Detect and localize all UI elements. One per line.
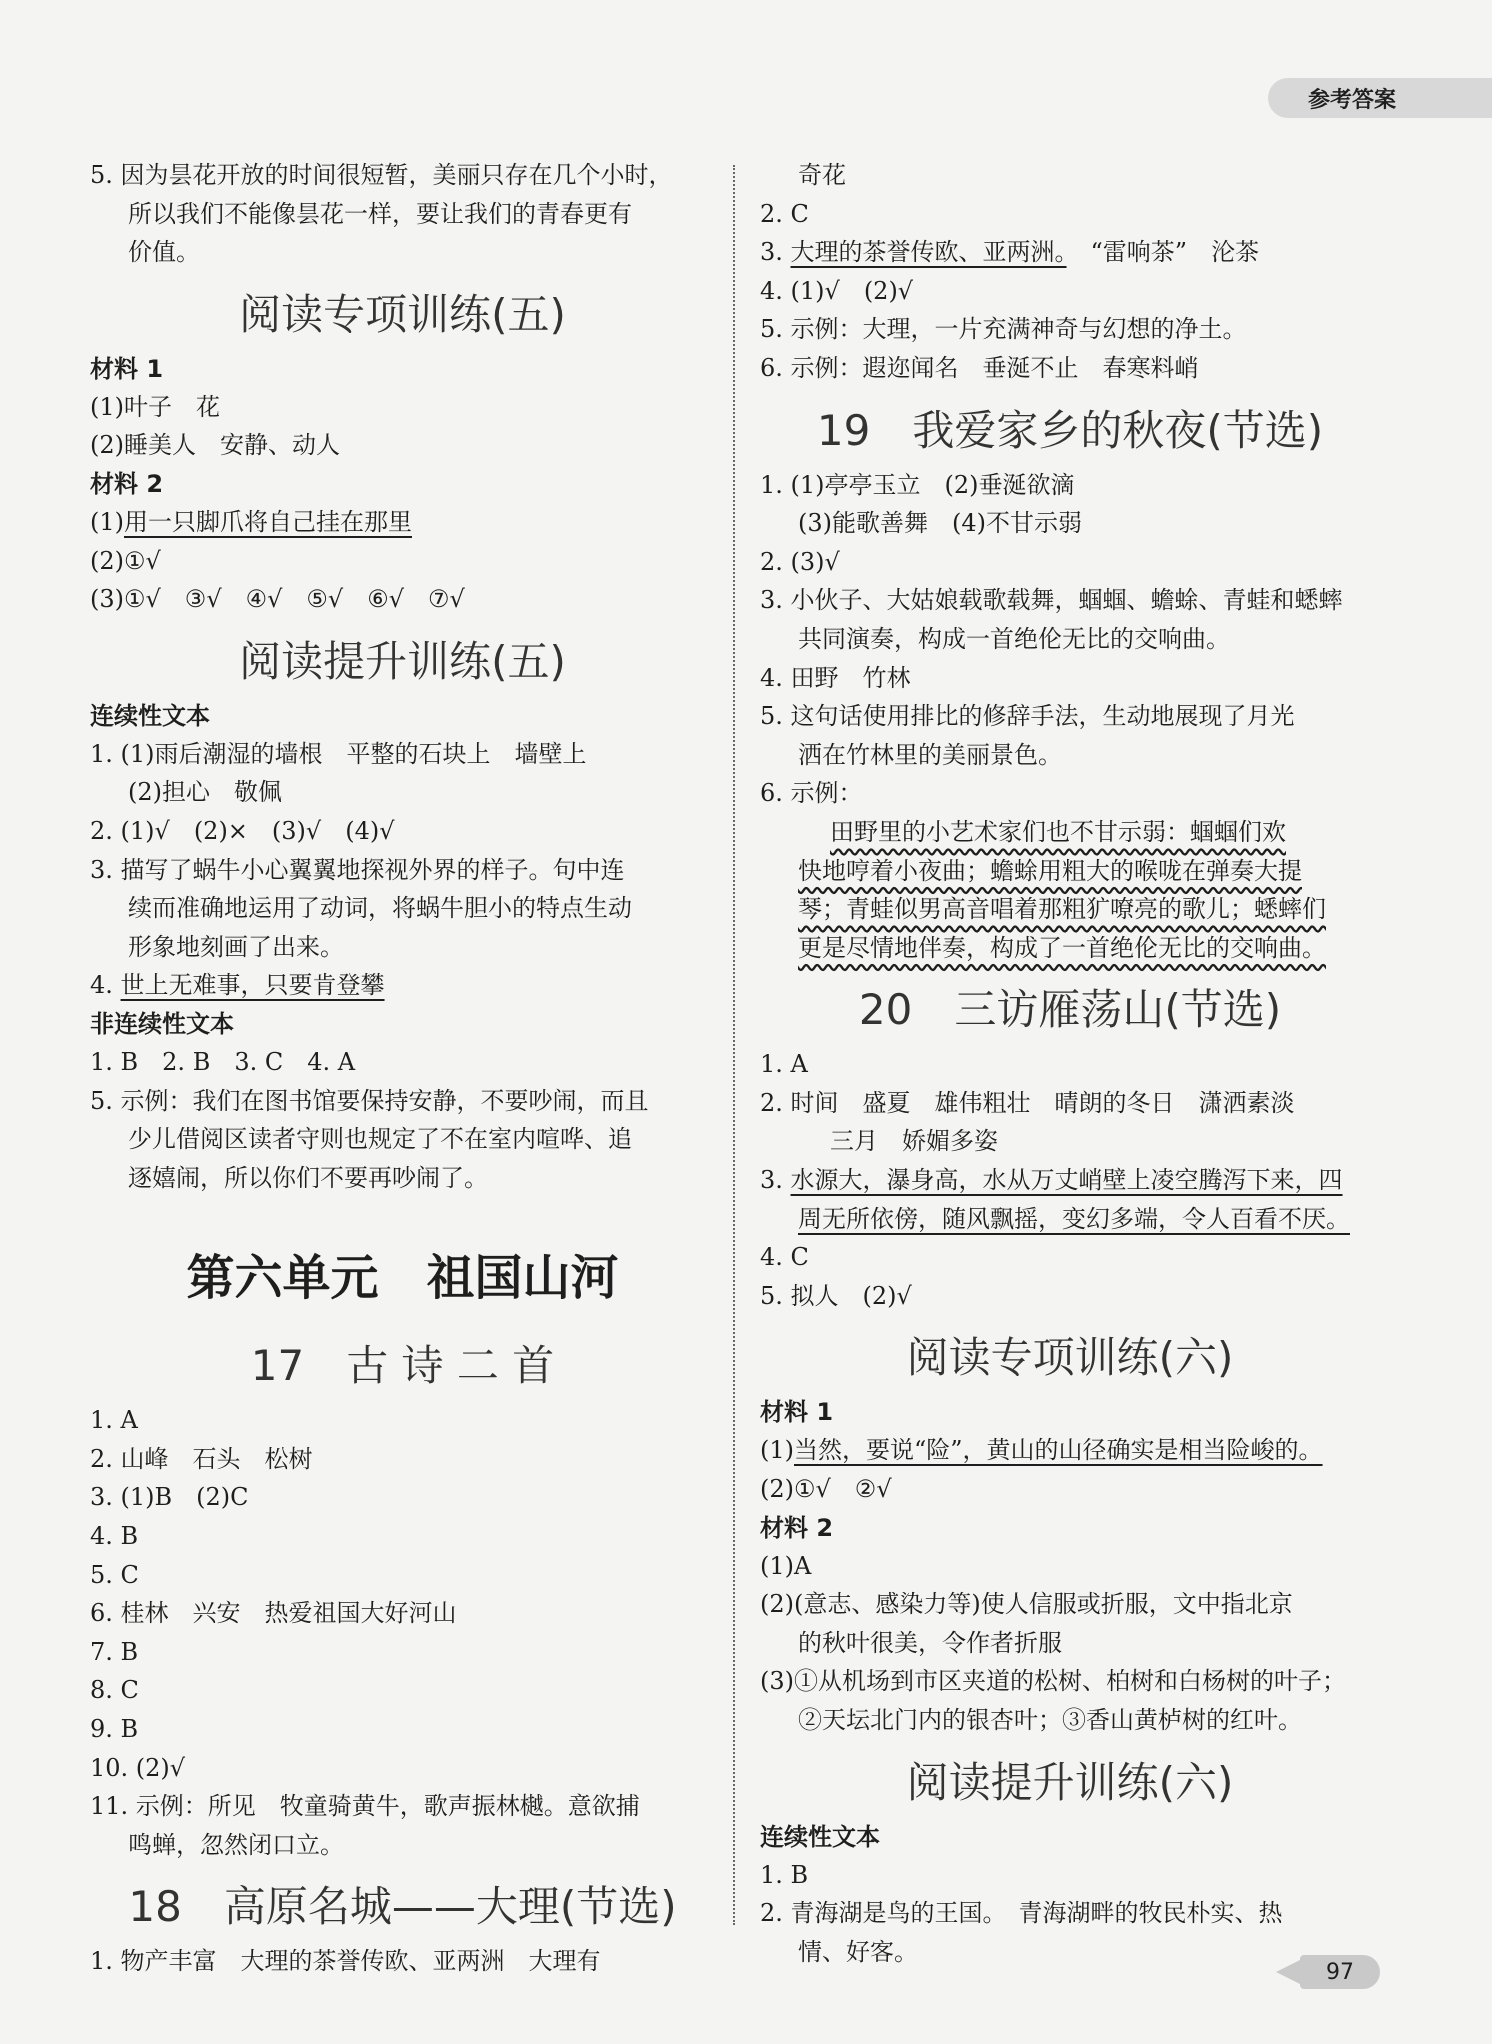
answer-line: [760, 156, 1380, 195]
text-segment: 形象地刻画了出来。: [128, 932, 344, 961]
text-segment: 4. (1)√ (2)√: [760, 276, 914, 305]
answer-line: [760, 1200, 1380, 1239]
section-heading: 20 三访雁荡山(节选): [858, 985, 1282, 1035]
text-segment: 4. 田野 竹林: [760, 663, 911, 692]
answer-line: [90, 773, 715, 812]
text-segment: 2. 山峰 石头 松树: [90, 1444, 313, 1473]
answer-line: [90, 1710, 715, 1749]
text-segment: 3. 描写了蜗牛小心翼翼地探视外界的样子。句中连: [90, 855, 625, 884]
text-segment: (1): [90, 507, 124, 536]
answer-line: [90, 1556, 715, 1595]
text-segment: 1. A: [90, 1406, 138, 1435]
answer-line: [90, 735, 715, 774]
underlined-text: 琴；青蛙似男高音唱着那粗犷嘹亮的歌儿；蟋蟀们: [798, 895, 1326, 924]
answer-line: [760, 504, 1380, 543]
answer-line: [90, 195, 715, 234]
answer-line: [760, 697, 1380, 736]
answer-line: [760, 233, 1380, 272]
text-segment: 奇花: [798, 161, 846, 189]
answer-line: [90, 1826, 715, 1865]
text-segment: 4.: [90, 971, 121, 1000]
text-segment: 7. B: [90, 1637, 139, 1666]
answer-line: [90, 1440, 715, 1479]
text-segment: 8. C: [90, 1676, 139, 1705]
answer-line: [760, 659, 1380, 698]
text-segment: (3)①√ ③√ ④√ ⑤√ ⑥√ ⑦√: [90, 585, 465, 614]
answer-line: [760, 272, 1380, 311]
answer-line: [90, 1671, 715, 1710]
answer-line: [760, 1161, 1380, 1200]
section-tab: 参考答案: [1268, 78, 1492, 118]
text-segment: (2)睡美人 安静、动人: [90, 431, 340, 460]
answer-line: [760, 736, 1380, 775]
section-heading: 17 古 诗 二 首: [250, 1341, 555, 1391]
answer-line: [90, 851, 715, 890]
sub-heading: 材料 1: [90, 354, 164, 383]
column-divider: [733, 165, 735, 1925]
text-segment: 三月 娇媚多姿: [830, 1127, 998, 1156]
sub-heading: 连续性文本: [760, 1822, 880, 1851]
text-segment: 1. 物产丰富 大理的茶誉传欧、亚两洲 大理有: [90, 1947, 601, 1976]
text-segment: ②天坛北门内的银杏叶；③香山黄栌树的红叶。: [798, 1706, 1302, 1734]
underlined-text: 田野里的小艺术家们也不甘示弱：蝈蝈们欢: [830, 817, 1286, 846]
answer-line: [760, 1431, 1380, 1470]
answer-line: [90, 1787, 715, 1826]
text-segment: 2. (1)√ (2)× (3)√ (4)√: [90, 816, 395, 845]
text-segment: 1. B 2. B 3. C 4. A: [90, 1047, 356, 1076]
section-heading: 18 高原名城——大理(节选): [128, 1882, 677, 1932]
answer-line: [760, 310, 1380, 349]
answer-line: [760, 890, 1380, 929]
sub-heading: 材料 2: [760, 1513, 834, 1542]
answer-line: [90, 156, 715, 195]
answer-line: [90, 1120, 715, 1159]
text-segment: 1. A: [760, 1050, 808, 1079]
text-segment: 5. 这句话使用排比的修辞手法，生动地展现了月光: [760, 702, 1295, 731]
answer-line: [90, 1942, 715, 1981]
text-segment: 价值。: [128, 238, 200, 267]
answer-line: [760, 1894, 1380, 1933]
underlined-text: 快地哼着小夜曲；蟾蜍用粗大的喉咙在弹奏大提: [798, 856, 1302, 885]
underlined-text: 周无所依傍，随风飘摇，变幻多端，令人百看不厌。: [798, 1204, 1350, 1233]
answer-line: [90, 1517, 715, 1556]
text-segment: 11. 示例：所见 牧童骑黄牛，歌声振林樾。意欲捕: [90, 1792, 640, 1821]
text-segment: 6. 示例：遐迩闻名 垂涎不止 春寒料峭: [760, 353, 1199, 382]
text-segment: 4. B: [90, 1522, 139, 1551]
answer-line: [760, 543, 1380, 582]
answer-line: [90, 1043, 715, 1082]
section-heading: 19 我爱家乡的秋夜(节选): [816, 405, 1324, 455]
answer-line: [90, 1749, 715, 1788]
answer-line: [760, 1701, 1380, 1740]
text-segment: 5. C: [90, 1560, 139, 1589]
text-segment: 共同演奏，构成一首绝伦无比的交响曲。: [798, 624, 1230, 653]
text-segment: 续而准确地运用了动词，将蜗牛胆小的特点生动: [128, 894, 632, 923]
text-segment: 1. (1)亭亭玉立 (2)垂涎欲滴: [760, 470, 1075, 499]
text-segment: 1. (1)雨后潮湿的墙根 平整的石块上 墙壁上: [90, 739, 587, 768]
text-segment: 洒在竹林里的美丽景色。: [798, 740, 1062, 769]
answer-line: [760, 620, 1380, 659]
answer-line: [90, 1401, 715, 1440]
answer-line: [760, 852, 1380, 891]
text-segment: (1)叶子 花: [90, 392, 220, 421]
answer-line: [760, 1662, 1380, 1701]
answer-line: [760, 1624, 1380, 1663]
answer-line: [760, 1238, 1380, 1277]
page-number: 97: [1300, 1955, 1380, 1989]
section-heading: 阅读专项训练(五): [239, 289, 566, 339]
text-segment: (1)A: [760, 1551, 812, 1580]
answer-line: [90, 1082, 715, 1121]
underlined-text: 大理的茶誉传欧、亚两洲。: [790, 238, 1067, 267]
sub-heading: 连续性文本: [90, 701, 210, 730]
text-segment: 逐嬉闹，所以你们不要再吵闹了。: [128, 1163, 488, 1192]
answer-line: [760, 774, 1380, 813]
answer-line: [90, 1633, 715, 1672]
answer-line: [760, 1045, 1380, 1084]
left-column: [90, 156, 715, 1981]
answer-line: [90, 1478, 715, 1517]
section-heading: 阅读提升训练(六): [906, 1757, 1234, 1807]
unit-heading: 第六单元 祖国山河: [186, 1250, 619, 1307]
text-segment: 2. (3)√: [760, 547, 840, 576]
answer-line: [90, 233, 715, 272]
section-heading: 阅读提升训练(五): [239, 636, 566, 686]
text-segment: 5. 示例：我们在图书馆要保持安静，不要吵闹，而且: [90, 1086, 649, 1115]
answer-line: [760, 929, 1380, 968]
text-segment: (1): [760, 1436, 794, 1465]
underlined-text: 用一只脚爪将自己挂在那里: [124, 507, 412, 536]
answer-line: [760, 466, 1380, 505]
answer-line: [90, 580, 715, 619]
text-segment: (3)①从机场到市区夹道的松树、柏树和白杨树的叶子；: [760, 1667, 1346, 1696]
sub-heading: 非连续性文本: [90, 1009, 234, 1038]
answer-line: [760, 1122, 1380, 1161]
text-segment: 3. (1)B (2)C: [90, 1483, 249, 1512]
underlined-text: 世上无难事，只要肯登攀: [120, 971, 385, 1000]
text-segment: 9. B: [90, 1715, 139, 1744]
answer-line: [760, 1856, 1380, 1895]
text-segment: (2)①√: [90, 546, 161, 575]
sub-heading: 材料 1: [760, 1398, 834, 1427]
right-column: [760, 156, 1380, 1971]
answer-line: [760, 195, 1380, 234]
answer-line: [90, 426, 715, 465]
text-segment: 2. 青海湖是鸟的王国。 青海湖畔的牧民朴实、热: [760, 1899, 1283, 1928]
text-segment: 所以我们不能像昙花一样，要让我们的青春更有: [128, 199, 632, 228]
answer-line: [90, 812, 715, 851]
answer-line: [90, 503, 715, 542]
text-segment: 4. C: [760, 1243, 809, 1272]
text-segment: 6. 示例：: [760, 779, 863, 808]
text-segment: 3.: [760, 1166, 791, 1195]
answer-line: [90, 542, 715, 581]
sub-heading: 材料 2: [90, 469, 164, 498]
text-segment: 情、好客。: [798, 1937, 918, 1966]
text-segment: (2)担心 敬佩: [128, 778, 282, 807]
text-segment: (2)(意志、感染力等)使人信服或折服，文中指北京: [760, 1590, 1293, 1619]
section-heading: 阅读专项训练(六): [906, 1333, 1234, 1383]
answer-line: [90, 1594, 715, 1633]
answer-line: [90, 928, 715, 967]
underlined-text: 更是尽情地伴奏，构成了一首绝伦无比的交响曲。: [798, 933, 1326, 962]
text-segment: 5. 因为昙花开放的时间很短暂，美丽只存在几个小时，: [90, 161, 673, 189]
answer-line: [760, 1084, 1380, 1123]
answer-line: [760, 813, 1380, 852]
text-segment: 10. (2)√: [90, 1753, 186, 1782]
answer-line: [760, 581, 1380, 620]
text-segment: 鸣蝉，忽然闭口立。: [128, 1830, 344, 1859]
answer-line: [90, 966, 715, 1005]
text-segment: “雷响茶” 沦茶: [1066, 238, 1260, 267]
text-segment: 5. 示例：大理，一片充满神奇与幻想的净土。: [760, 315, 1247, 344]
answer-line: [760, 1277, 1380, 1316]
text-segment: 1. B: [760, 1860, 809, 1889]
text-segment: (2)①√ ②√: [760, 1475, 892, 1504]
text-segment: 6. 桂林 兴安 热爱祖国大好河山: [90, 1599, 457, 1628]
answer-line: [760, 1470, 1380, 1509]
answer-line: [90, 1159, 715, 1198]
answer-line: [760, 1585, 1380, 1624]
answer-line: [90, 388, 715, 427]
underlined-text: 水源大，瀑身高，水从万丈峭壁上凌空腾泻下来，四: [790, 1166, 1343, 1195]
answer-line: [760, 349, 1380, 388]
text-segment: 2. C: [760, 199, 809, 228]
text-segment: 3. 小伙子、大姑娘载歌载舞，蝈蝈、蟾蜍、青蛙和蟋蟀: [760, 586, 1343, 615]
text-segment: 3.: [760, 238, 791, 267]
answer-line: [90, 889, 715, 928]
underlined-text: 当然，要说“险”，黄山的山径确实是相当险峻的。: [794, 1436, 1323, 1465]
answer-line: [760, 1547, 1380, 1586]
text-segment: 的秋叶很美，令作者折服: [798, 1628, 1062, 1657]
text-segment: 少儿借阅区读者守则也规定了不在室内喧哗、追: [128, 1125, 632, 1154]
text-segment: 5. 拟人 (2)√: [760, 1281, 912, 1310]
text-segment: 2. 时间 盛夏 雄伟粗壮 晴朗的冬日 潇洒素淡: [760, 1088, 1295, 1117]
text-segment: (3)能歌善舞 (4)不甘示弱: [798, 509, 1082, 538]
